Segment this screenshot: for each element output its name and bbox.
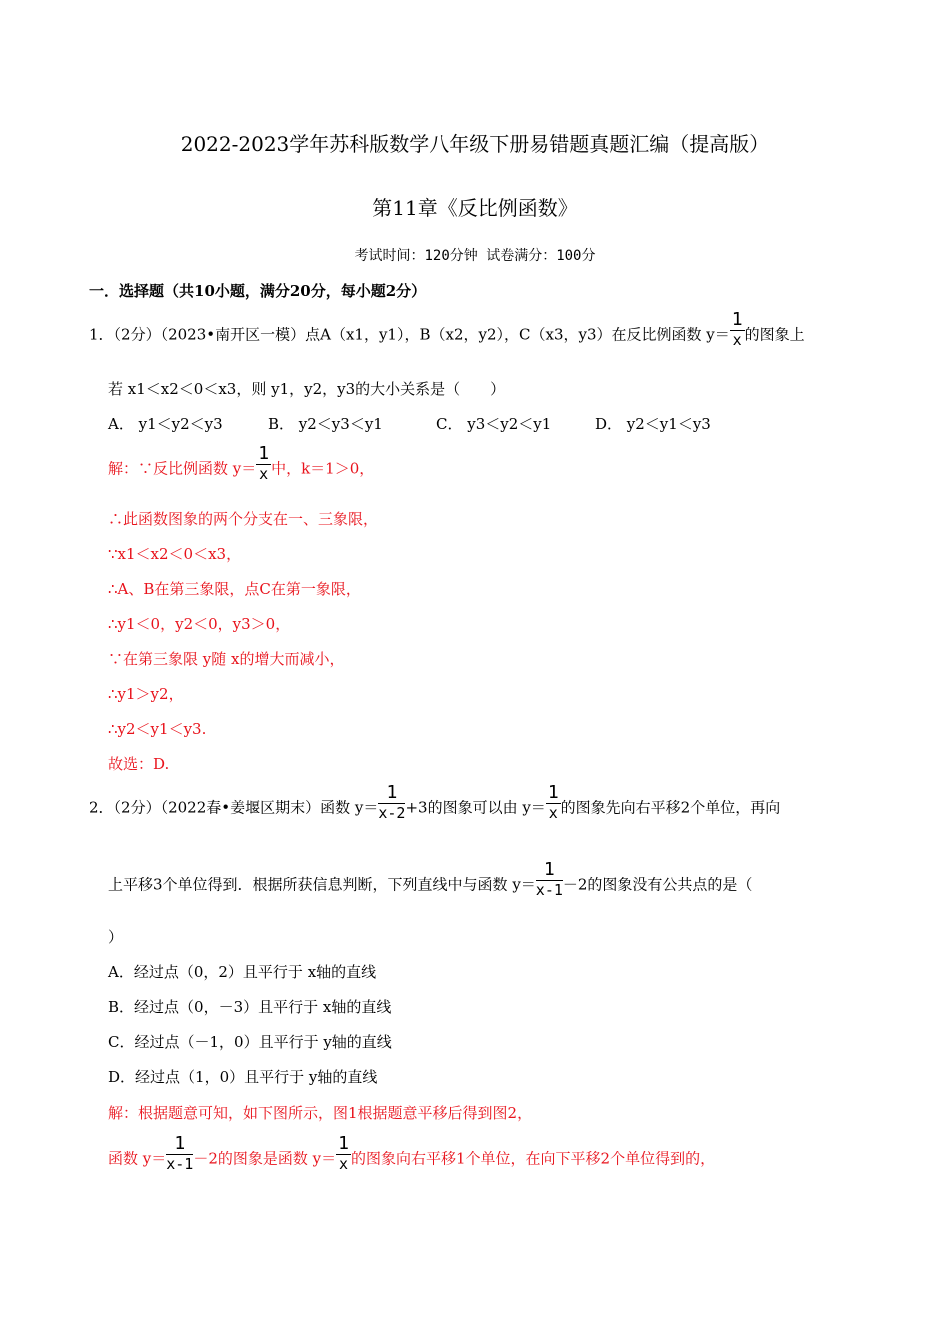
q2-stem-text-a: 2．（2分）（2022春•姜堰区期末）函数 y＝	[89, 798, 379, 817]
q2-line2-text-a: 上平移3个单位得到．根据所获信息判断，下列直线中与函数 y＝	[108, 875, 536, 894]
q1-solution-text-b: 中，k＝1＞0，	[271, 459, 375, 478]
fraction-denominator: x	[259, 465, 269, 483]
q1-solution-line: ∴A、B在第三象限，点C在第一象限，	[108, 580, 361, 598]
q2-solution-fraction-1	[166, 1134, 193, 1173]
q1-option-a: A． y1＜y2＜y3	[108, 415, 223, 433]
fraction-numerator: 1	[338, 1133, 349, 1154]
q2-stem-text-c: 的图象先向右平移2个单位，再向	[560, 798, 781, 817]
q2-fraction-3	[536, 860, 563, 899]
q2-solution-text-c: 的图象向右平移1个单位，在向下平移2个单位得到的，	[350, 1149, 716, 1168]
q1-option-b: B． y2＜y3＜y1	[268, 415, 383, 433]
q1-solution-fraction	[256, 444, 271, 483]
fraction-numerator: 1	[378, 783, 405, 804]
q2-option-d: D．经过点（1，0）且平行于 y轴的直线	[108, 1068, 378, 1086]
q2-stem-line2	[108, 859, 753, 905]
q1-solution-line: ∴y2＜y1＜y3.	[108, 720, 207, 738]
q2-stem	[89, 782, 781, 828]
q2-option-b: B．经过点（0，－3）且平行于 x轴的直线	[108, 998, 392, 1016]
q1-option-c: C． y3＜y2＜y1	[436, 415, 552, 433]
q2-fraction-1	[378, 783, 405, 822]
q1-stem-text-a: 1．（2分）（2023•南开区一模）点A（x1，y1），B（x2，y2），C（x3，y3）在反比例函数 y＝	[89, 325, 730, 344]
q1-stem	[89, 309, 805, 355]
q1-stem-line2: 若 x1＜x2＜0＜x3，则 y1，y2，y3的大小关系是（ ）	[108, 380, 506, 398]
q1-solution-line1	[108, 443, 375, 489]
section-heading: 一．选择题（共10小题，满分20分，每小题2分）	[89, 282, 427, 300]
fraction-denominator: x-2	[378, 804, 406, 822]
fraction-numerator: 1	[731, 309, 743, 330]
q2-stem-text-b: +3的图象可以由 y＝	[405, 798, 546, 817]
q1-fraction	[730, 310, 745, 349]
q1-solution-line: ∴此函数图象的两个分支在一、三象限，	[108, 510, 379, 528]
q1-solution-line: ∵x1＜x2＜0＜x3，	[108, 545, 242, 563]
q1-solution-line: ∵在第三象限 y随 x的增大而减小，	[108, 650, 345, 668]
q2-solution-text-b: －2的图象是函数 y＝	[193, 1149, 337, 1168]
q2-line2-text-b: －2的图象没有公共点的是（	[562, 875, 753, 894]
q1-solution-line: ∴y1＜0，y2＜0，y3＞0，	[108, 615, 291, 633]
fraction-numerator: 1	[536, 860, 563, 881]
q2-stem-line3: ）	[108, 928, 124, 946]
fraction-denominator: x	[548, 804, 558, 822]
exam-info: 考试时间：120分钟 试卷满分：100分	[354, 248, 596, 264]
q1-option-d: D． y2＜y1＜y3	[595, 415, 711, 433]
q2-fraction-2	[546, 783, 561, 822]
fraction-denominator: x-1	[535, 881, 563, 899]
document-title: 2022-2023学年苏科版数学八年级下册易错题真题汇编（提高版）	[180, 132, 770, 156]
q1-solution-text-a: 解：∵反比例函数 y＝	[108, 459, 257, 478]
q2-option-a: A．经过点（0，2）且平行于 x轴的直线	[108, 963, 377, 981]
q1-solution-line: ∴y1＞y2，	[108, 685, 184, 703]
fraction-numerator: 1	[166, 1134, 193, 1155]
q2-option-c: C．经过点（－1，0）且平行于 y轴的直线	[108, 1033, 392, 1051]
chapter-title: 第11章《反比例函数》	[372, 196, 578, 220]
fraction-denominator: x	[339, 1155, 349, 1173]
fraction-numerator: 1	[258, 443, 270, 464]
fraction-numerator: 1	[547, 782, 559, 803]
q1-answer: 故选：D.	[108, 755, 170, 773]
q2-solution-fraction-2	[336, 1134, 351, 1173]
q2-solution-line1: 解：根据题意可知，如下图所示，图1根据题意平移后得到图2，	[108, 1104, 533, 1122]
fraction-denominator: x	[732, 331, 742, 349]
fraction-denominator: x-1	[166, 1155, 194, 1173]
q2-solution-line2	[108, 1133, 716, 1179]
q1-stem-text-b: 的图象上	[744, 325, 805, 344]
q2-solution-text-a: 函数 y＝	[108, 1149, 167, 1168]
